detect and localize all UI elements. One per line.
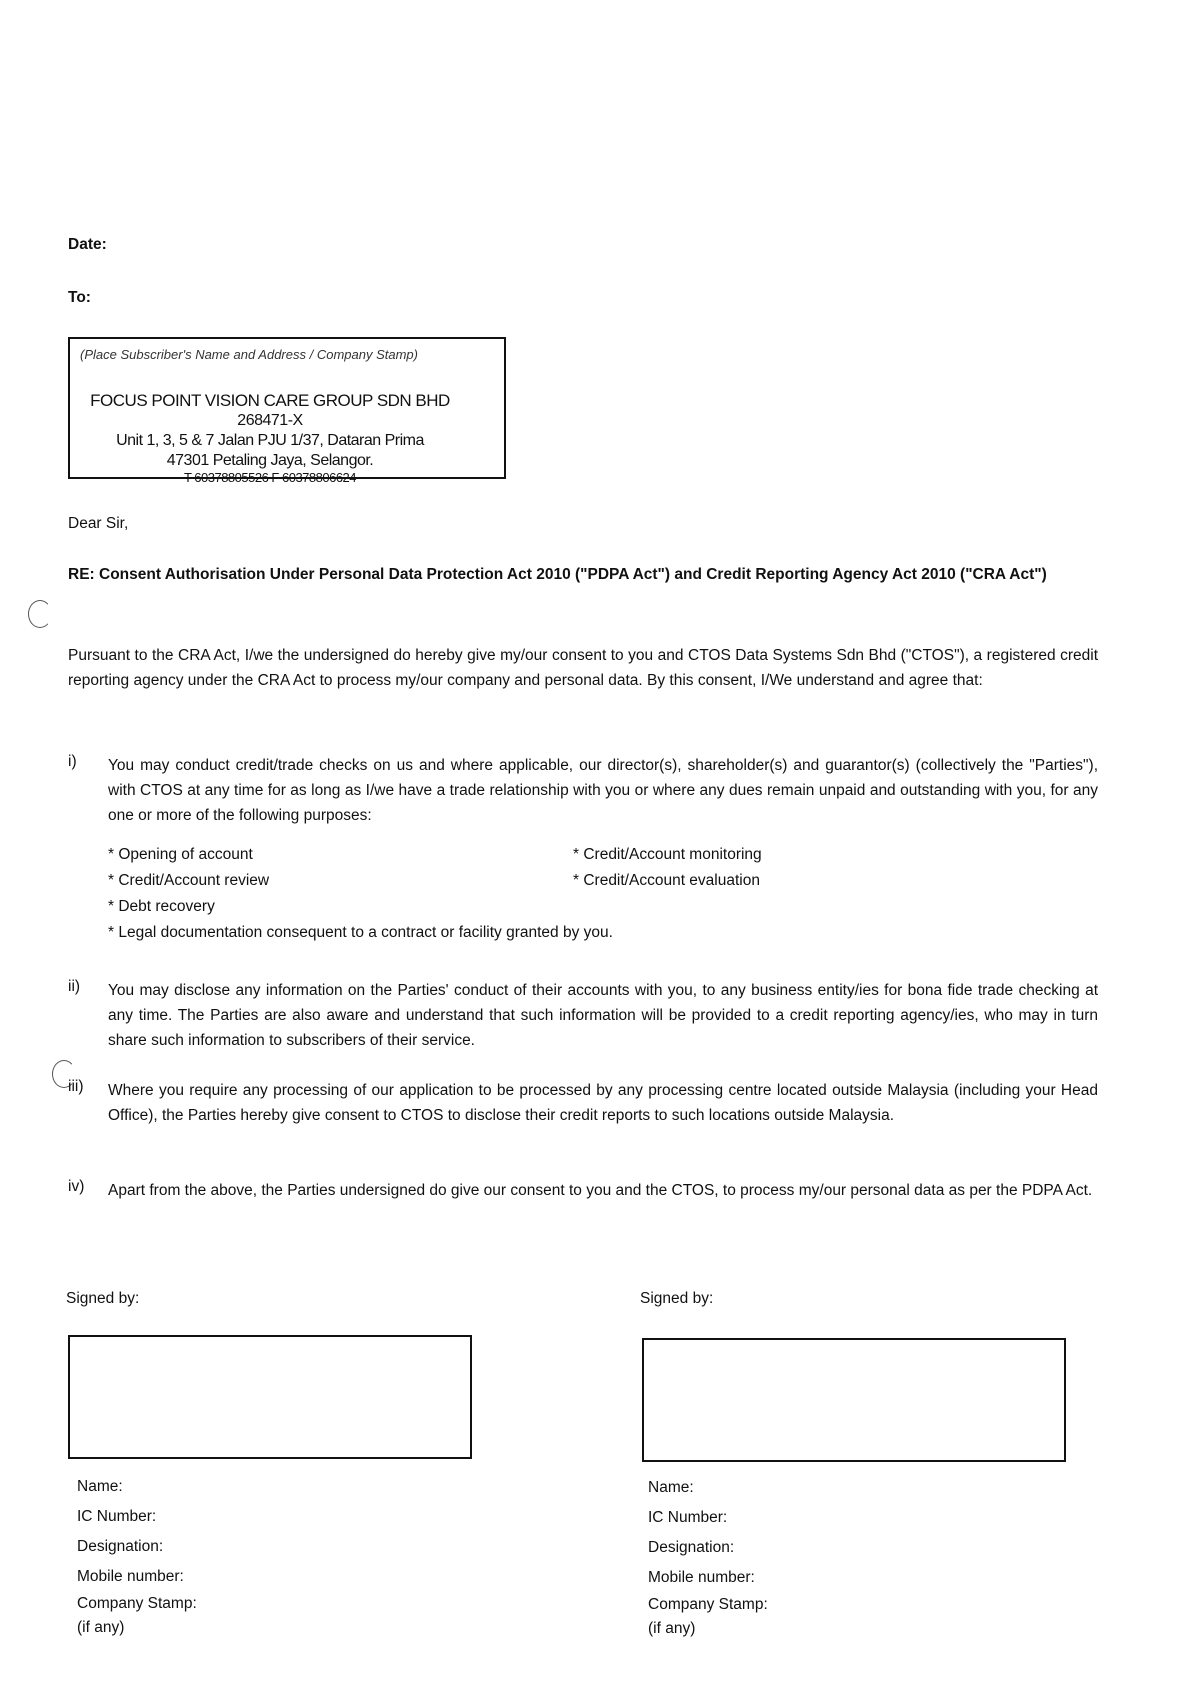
ic-number-label: IC Number: bbox=[77, 1508, 157, 1525]
item-number: iii) bbox=[68, 1078, 84, 1095]
signatory-fields bbox=[648, 1473, 768, 1641]
item-number: ii) bbox=[68, 978, 81, 995]
purpose-item: * Credit/Account review bbox=[108, 872, 270, 889]
designation-label: Designation: bbox=[648, 1539, 735, 1556]
signature-box[interactable] bbox=[642, 1338, 1066, 1462]
item-number: iv) bbox=[68, 1178, 85, 1195]
salutation: Dear Sir, bbox=[68, 515, 129, 532]
item-text: Where you require any processing of our application to be processed by any processing centre located outside Malaysia (including your Head Office), the Parties hereby give consent to CTOS to disclose their credit reports to such locations outside Malaysia. bbox=[108, 1082, 1098, 1124]
mobile-number-label: Mobile number: bbox=[648, 1569, 755, 1586]
to-label: To: bbox=[68, 289, 91, 306]
signed-by-label: Signed by: bbox=[66, 1290, 140, 1307]
signed-by-label: Signed by: bbox=[640, 1290, 714, 1307]
if-any-label: (if any) bbox=[77, 1619, 125, 1636]
purpose-item: * Credit/Account evaluation bbox=[573, 872, 760, 889]
signature-box[interactable] bbox=[68, 1335, 472, 1459]
name-label: Name: bbox=[648, 1479, 694, 1496]
designation-label: Designation: bbox=[77, 1538, 164, 1555]
company-reg-no: 268471-X bbox=[237, 412, 303, 429]
name-label: Name: bbox=[77, 1478, 123, 1495]
item-text: You may conduct credit/trade checks on us and where applicable, our director(s), shareholder(s) and guarantor(s) (collectively the "Parties"), with CTOS at any time for as long as I/we have a trade relationship with you or where any dues remain unpaid and outstanding with you, for any one or more of the following purposes: bbox=[108, 757, 1098, 824]
company-phones: T 60378805526 F 60378806624 bbox=[183, 470, 357, 485]
subscriber-stamp-box bbox=[68, 337, 506, 485]
item-text: Apart from the above, the Parties undersigned do give our consent to you and the CTOS, to process my/our personal data as per the PDPA Act. bbox=[108, 1182, 1093, 1199]
item-number: i) bbox=[68, 753, 77, 770]
item-text: You may disclose any information on the Parties' conduct of their accounts with you, to any business entity/ies for bona fide trade checking at any time. The Parties are also aware and understand that such information will be provided to a credit reporting agency/ies, who may in turn share such information to subscribers of their service. bbox=[108, 982, 1098, 1049]
ic-number-label: IC Number: bbox=[648, 1509, 728, 1526]
mobile-number-label: Mobile number: bbox=[77, 1568, 184, 1585]
subject-line: RE: Consent Authorisation Under Personal Data Protection Act 2010 ("PDPA Act") and Credit Reporting Agency Act 2010 ("CRA Act") bbox=[68, 566, 1047, 583]
punch-hole-mark bbox=[28, 600, 52, 628]
company-address-2: 47301 Petaling Jaya, Selangor. bbox=[166, 452, 374, 469]
date-label: Date: bbox=[68, 236, 107, 253]
company-stamp-label: Company Stamp: bbox=[77, 1595, 197, 1612]
company-address-1: Unit 1, 3, 5 & 7 Jalan PJU 1/37, Dataran Prima bbox=[116, 432, 424, 449]
company-name: FOCUS POINT VISION CARE GROUP SDN BHD bbox=[90, 391, 450, 410]
intro-paragraph: Pursuant to the CRA Act, I/we the undersigned do hereby give my/our consent to you and CTOS Data Systems Sdn Bhd ("CTOS"), a registered credit reporting agency under the CRA Act to process my/our company and personal data. By this consent, I/We understand and agree that: bbox=[68, 647, 1098, 689]
purpose-item: * Opening of account bbox=[108, 846, 253, 863]
signatory-fields bbox=[77, 1472, 197, 1640]
purpose-item: * Credit/Account monitoring bbox=[573, 846, 762, 863]
stamp-hint: (Place Subscriber's Name and Address / Company Stamp) bbox=[80, 347, 418, 362]
purpose-item: * Debt recovery bbox=[108, 898, 215, 915]
if-any-label: (if any) bbox=[648, 1620, 696, 1637]
company-stamp bbox=[70, 391, 470, 485]
company-stamp-label: Company Stamp: bbox=[648, 1596, 768, 1613]
purpose-item: * Legal documentation consequent to a contract or facility granted by you. bbox=[108, 924, 613, 941]
